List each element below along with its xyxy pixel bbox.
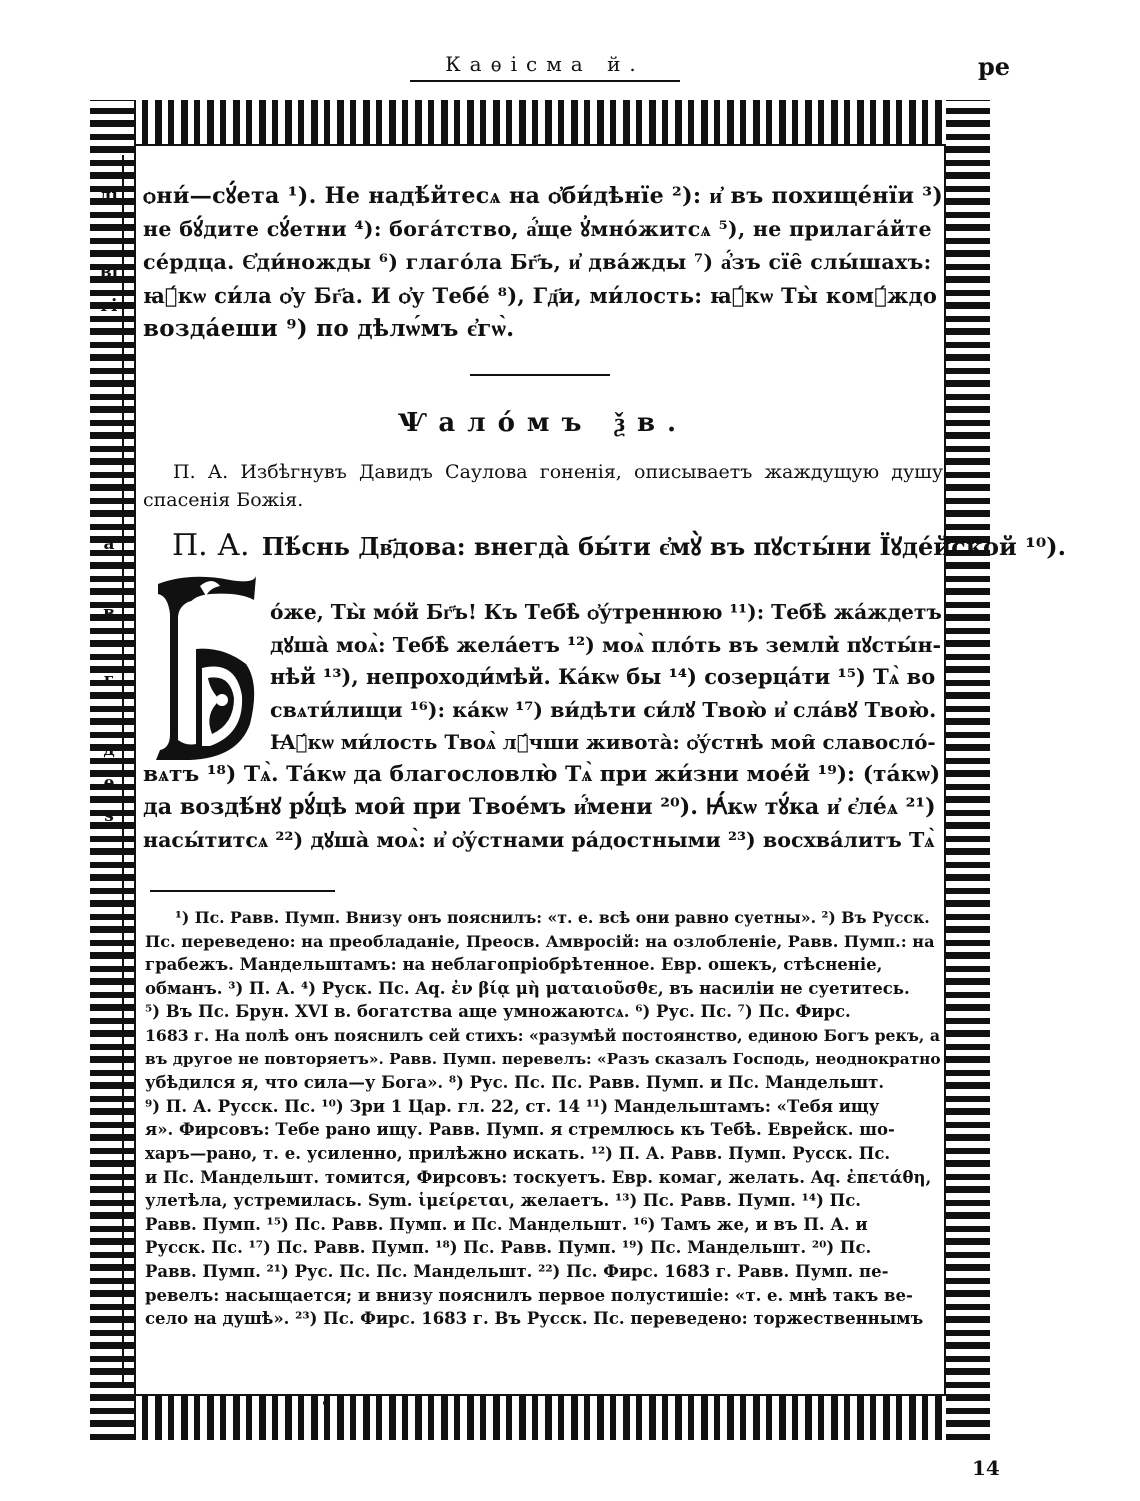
verse-number: ді — [100, 186, 118, 206]
footnote-line: улетѣла, устремилась. Sym. ἱμείρεται, желаетъ. ¹³) Пс. Равв. Пумп. ¹⁴) Пс. — [145, 1191, 862, 1211]
border-bottom — [90, 1396, 990, 1440]
verse-number: д — [103, 740, 115, 760]
running-head: Каѳісма й. — [410, 52, 680, 82]
footnote-line: 1683 г. На полѣ онъ пояснилъ сей стихъ: «разумѣй постоянство, единою Богъ рекъ, а — [145, 1025, 940, 1045]
footnote-line: Русск. Пс. ¹⁷) Пс. Равв. Пумп. ¹⁸) Пс. Равв. Пумп. ¹⁹) Пс. Мандельшт. ²⁰) Пс. — [145, 1238, 872, 1258]
text-line: Ꙗ҆́кѡ ми́лость Твоѧ̀ лꙋ́чши живота̀: ѻ҆у́стнѣ мои̑ славосло́- — [270, 730, 936, 754]
margin-rule — [122, 155, 124, 1385]
footnote-line: ¹) Пс. Равв. Пумп. Внизу онъ пояснилъ: «т. е. всѣ они равно суетны». ²) Въ Русск. — [175, 908, 930, 927]
verse-number: г — [103, 670, 115, 690]
heading-text: Пѣ́снь Дв҃дова: внегда̀ бы́ти є҆мꙋ̀ въ пꙋсты́ни Їꙋде́йской ¹⁰). — [261, 532, 1066, 561]
text-line: насы́титсѧ ²²) дꙋша̀ моѧ̀: и҆ ѻ҆у́стнами ра́достными ²³) восхва́литъ Тѧ̀ — [143, 827, 935, 852]
footnote-line: въ другое не повторяетъ». Равв. Пумп. перевелъ: «Разъ сказалъ Господь, неоднократно — [145, 1049, 941, 1068]
border-right — [946, 100, 990, 1440]
verse-number: ѕ — [104, 806, 114, 826]
text-line: о́же, Ты̀ мо́й Бг҃ъ! Къ Тебѣ̀ ѻ҆у́треннюю ¹¹): Тебѣ̀ жа́ждетъ — [270, 600, 942, 624]
text-line: да воздѣ́нꙋ рꙋ́цѣ мои̑ при Твое́мъ и҆́мени ²⁰). Ꙗ҆́кѡ тꙋ́ка и҆ є҆ле́ѧ ²¹) — [143, 794, 936, 820]
psalm-body-text — [143, 596, 943, 856]
psalm-continuation-text — [143, 180, 943, 345]
footnote-rule — [150, 890, 335, 892]
text-line: се́рдца. Є҆ди́ножды ⁶) глаго́ла Бг҃ъ, и҆ два́жды ⁷) а҆́зъ сїе̑ слы́шахъ: — [143, 250, 932, 274]
text-line: дꙋша̀ моѧ̀: Тебѣ̀ жела́етъ ¹²) моѧ̀ пло́ть въ земли̇̀ пꙋсты́н- — [270, 632, 942, 657]
border-top — [90, 100, 990, 144]
footnote-line: Пс. переведено: на преобладаніе, Преосв. Амвросій: на озлобленіе, Равв. Пумп.: на — [145, 931, 935, 951]
footnote-line: и Пс. Мандельшт. томится, Фирсовъ: тоскуетъ. Евр. комаг, желать. Aq. ἐπετάθη, — [145, 1167, 932, 1187]
verse-number: гі — [100, 296, 118, 316]
text-line: ѻни́—сꙋ́ета ¹). Не надѣ́йтесѧ на ѻ҆би́дѣнїе ²): и҆ въ похище́нїи ³) — [143, 183, 944, 209]
bullet-mark — [323, 1400, 329, 1406]
footnote-line: грабежъ. Мандельштамъ: на неблагопріобрѣтенное. Евр. ошекъ, стѣсненіе, — [145, 955, 883, 975]
footnote-line: убѣдился я, что сила—у Бога». ⁸) Рус. Пс. Пс. Равв. Пумп. и Пс. Мандельшт. — [145, 1073, 885, 1093]
psalm-summary: П. А. Избѣгнувъ Давидъ Саулова гоненія, описываетъ жаждущую душу спасенія Божія. — [143, 461, 943, 511]
footnote-line: я». Фирсовъ: Тебе рано ищу. Равв. Пумп. я стремлюсь къ Тебѣ. Еврейск. шо- — [145, 1120, 895, 1140]
footnote-line: ⁵) Въ Пс. Брун. XVI в. богатства аще умножаютсѧ. ⁶) Рус. Пс. ⁷) Пс. Фирс. — [145, 1002, 851, 1022]
footnote-line: обманъ. ³) П. А. ⁴) Руск. Пс. Aq. ἐν βίᾳ μὴ ματαιοῦσθε, въ насиліи не суетитесь. — [145, 978, 910, 998]
psalm-heading — [172, 528, 1066, 563]
verse-number: ві — [99, 262, 119, 282]
text-line: не бꙋ́дите сꙋ́етни ⁴): бога́тство, а҆́ще ꙋ҆мно́житсѧ ⁵), не прилага́йте — [143, 217, 932, 241]
text-line: вѧтъ ¹⁸) Тѧ̀. Та́кѡ да благословлю̀ Тѧ̀ при жи́зни мое́й ¹⁹): (та́кѡ) — [143, 761, 941, 787]
text-line: нѣй ¹³), непроходи́мѣй. Ка́кѡ бы ¹⁴) созерца́ти ¹⁵) Тѧ̀ во — [270, 664, 936, 689]
text-line: ꙗ҆́кѡ си́ла ѻ҆у Бг҃а. И ѻ҆у Тебе́ ⁸), Гд҃и, ми́лость: ꙗ҆́кѡ Ты̀ комꙋ́ждо — [143, 283, 938, 308]
text-line: возда́еши ⁹) по дѣлѡ́мъ є҆гѡ̀. — [143, 315, 515, 342]
footnote-line: село на душѣ». ²³) Пс. Фирс. 1683 г. Въ Русск. Пс. переведено: торжественнымъ — [145, 1309, 924, 1329]
verse-number: в — [103, 603, 115, 623]
verse-number: е — [103, 773, 115, 793]
page-number: 14 — [972, 1456, 1000, 1480]
section-divider — [470, 374, 610, 376]
psalm-title: Ѱало́мъ ѯв. — [397, 408, 689, 438]
verse-number: а — [103, 534, 115, 554]
footnote-line: ревелъ: насыщается; и внизу пояснилъ первое полустишіе: «т. е. мнѣ такъ ве- — [145, 1285, 913, 1305]
page-signature: ре — [978, 52, 1011, 81]
footnote-line: Равв. Пумп. ¹⁵) Пс. Равв. Пумп. и Пс. Мандельшт. ¹⁶) Тамъ же, и въ П. А. и — [145, 1214, 868, 1234]
heading-prefix: П. А. — [172, 528, 250, 563]
footnote-line: ⁹) П. А. Русск. Пс. ¹⁰) Зри 1 Цар. гл. 22, ст. 14 ¹¹) Мандельштамъ: «Тебя ищу — [145, 1096, 880, 1116]
footnotes — [145, 906, 945, 1331]
footnote-line: Равв. Пумп. ²¹) Рус. Пс. Пс. Мандельшт. ²²) Пс. Фирс. 1683 г. Равв. Пумп. пе- — [145, 1261, 889, 1281]
text-line: свѧти́лищи ¹⁶): ка́кѡ ¹⁷) ви́дѣти си́лꙋ Твою̀ и҆ сла́вꙋ Твою̀. — [270, 697, 937, 722]
footnote-line: харъ—рано, т. е. усиленно, прилѣжно искать. ¹²) П. А. Равв. Пумп. Русск. Пс. — [145, 1143, 891, 1163]
